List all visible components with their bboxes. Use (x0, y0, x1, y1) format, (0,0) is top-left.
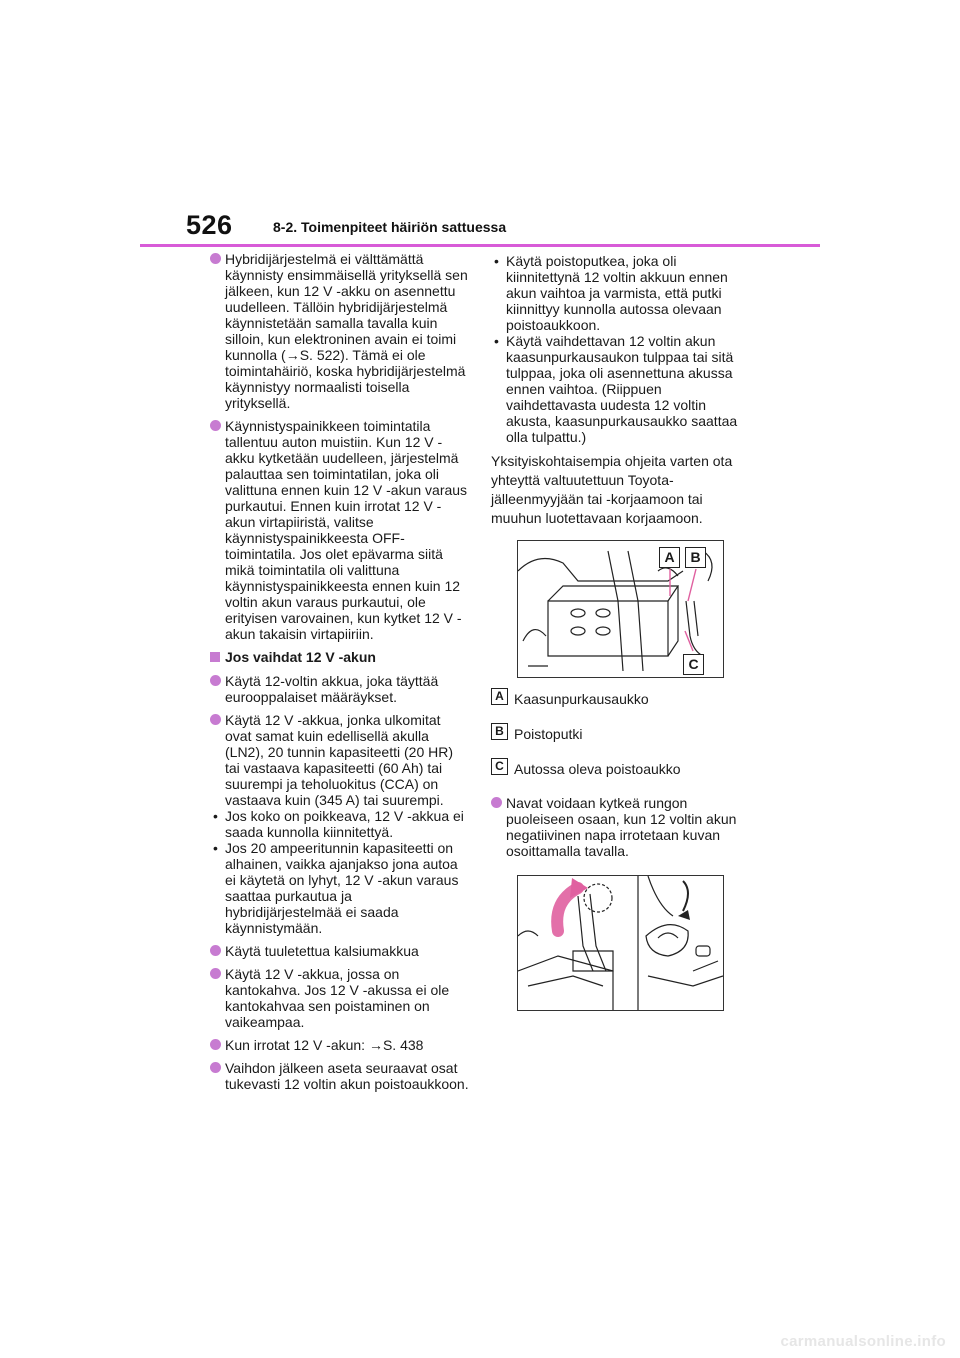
list-item (210, 418, 470, 642)
dot-icon: • (213, 840, 218, 856)
legend-tag: C (491, 758, 508, 775)
sub-item (210, 840, 470, 936)
bullet-icon (210, 714, 221, 725)
page-number: 526 (186, 210, 233, 240)
bullet-icon (210, 1039, 221, 1050)
list-item (210, 673, 470, 705)
terminal-figure (517, 875, 724, 1011)
sub-item (491, 253, 753, 333)
left-column (210, 251, 470, 1099)
list-item (210, 1037, 470, 1053)
bullet-icon (210, 675, 221, 686)
item-text: Hybridijärjestelmä ei välttämättä käynnisty ensimmäisellä yrityksellä sen jälkeen, kun 12 V -akku on asennettu uudelleen. Tällöin hybridijärjestelmä käynnistetään samalla tavalla kuin silloin, kun elektroninen avain ei toimi kunnolla (→S. 522). Tämä ei ole toimintahäiriö, koska hybridijärjestelmä käynnistyy normaalisti toisella yrityksellä. (225, 251, 468, 411)
list-item (210, 1060, 470, 1092)
legend-text: Autossa oleva poistoaukko (514, 761, 681, 777)
right-column (491, 253, 753, 1011)
legend-tag: B (491, 723, 508, 740)
list-item (210, 966, 470, 1030)
sub-item-text: Käytä poistoputkea, joka oli kiinnitettynä 12 voltin akkuun ennen akun vaihtoa ja varmista, että putki kiinnittyy kunnolla autossa olevaan poistoaukkoon. (506, 253, 728, 333)
list-item (210, 251, 470, 411)
label-c-tag: C (683, 654, 704, 675)
subsection-heading (210, 649, 470, 665)
bullet-icon (210, 968, 221, 979)
item-text: Käytä 12 V -akkua, jossa on kantokahva. Jos 12 V -akussa ei ole kantokahvaa sen poistaminen on vaikeampaa. (225, 966, 450, 1030)
section-title: 8-2. Toimenpiteet häiriön sattuessa (273, 219, 507, 235)
list-item (210, 943, 470, 959)
dot-icon: • (494, 253, 499, 269)
item-text: Käytä 12 V -akkua, jonka ulkomitat ovat samat kuin edellisellä akulla (LN2), 20 tunnin kapasiteetti (20 HR) tai vastaava kapasiteetti (60 Ah) tai suurempi ja teholuokitus (CCA) on vastaava kuin (345 A) tai suurempi. (225, 712, 453, 808)
dot-icon: • (494, 333, 499, 349)
bullet-icon (491, 797, 502, 808)
legend-item-a (491, 690, 753, 708)
item-text: Käytä tuuletettua kalsiumakkua (225, 943, 419, 959)
header-rule (140, 244, 820, 247)
legend-text: Kaasunpurkausaukko (514, 691, 649, 707)
legend-item-b (491, 725, 753, 743)
square-bullet-icon (210, 652, 220, 662)
bullet-icon (210, 253, 221, 264)
item-text: Vaihdon jälkeen aseta seuraavat osat tukevasti 12 voltin akun poistoaukkoon. (225, 1060, 469, 1092)
terminal-illustration (518, 876, 723, 1010)
heading-text: Jos vaihdat 12 V -akun (225, 649, 376, 665)
sub-item (491, 333, 753, 445)
label-a-tag: A (659, 547, 680, 568)
legend-item-c (491, 760, 753, 778)
legend-text: Poistoputki (514, 726, 583, 742)
legend-tag: A (491, 688, 508, 705)
sub-item-text: Jos 20 ampeeritunnin kapasiteetti on alhainen, vaikka ajanjakso jona autoa ei käytetä on lyhyt, 12 V -akun varaus saattaa purkautua ja hybridijärjestelmää ei saada käynnistymään. (225, 840, 459, 936)
item-text: Kun irrotat 12 V -akun: →S. 438 (225, 1037, 424, 1053)
label-b-tag: B (685, 547, 706, 568)
bullet-icon (210, 945, 221, 956)
item-text: Käytä 12-voltin akkua, joka täyttää eurooppalaiset määräykset. (225, 673, 439, 705)
contact-paragraph: Yksityiskohtaisempia ohjeita varten ota yhteyttä valtuutettuun Toyota-jälleenmyyjään tai -korjaamoon tai muuhun luotettavaan korjaamoon. (491, 453, 733, 526)
sub-item-text: Jos koko on poikkeava, 12 V -akkua ei saada kunnolla kiinnitettyä. (225, 808, 464, 840)
item-text: Käynnistyspainikkeen toimintatila tallentuu auton muistiin. Kun 12 V -akku kytketään uudelleen, järjestelmä palauttaa sen toimintatilan, joka oli valittuna ennen kuin 12 V -akun varaus purkautui. Ennen kuin irrotat 12 V -akun virtapiiristä, valitse käynnistyspainikkeesta OFF-toimintatila. Jos olet epävarma siitä mikä toimintatila oli valittuna käynnistyspainikkeesta ennen kuin 12 voltin akun varaus purkautui, ole erityisen varovainen, kun kytket 12 V -akun takaisin virtapiiriin. (225, 418, 468, 642)
bullet-icon (210, 420, 221, 431)
item-text: Navat voidaan kytkeä rungon puoleiseen osaan, kun 12 voltin akun negatiivinen napa irrotetaan kuvan osoittamalla tavalla. (506, 795, 737, 859)
dot-icon: • (213, 808, 218, 824)
list-item (491, 795, 753, 859)
footer-watermark: carmanualsonline.info (780, 1333, 946, 1350)
sub-item-text: Käytä vaihdettavan 12 voltin akun kaasunpurkausaukon tulppaa tai sitä tulppaa, joka oli asennettuna akussa ennen vaihtoa. (Riippuen vaihdettavasta uudesta 12 voltin akusta, kaasunpurkausaukko saattaa olla tulpattu.) (506, 333, 738, 445)
battery-vent-figure (517, 540, 724, 678)
bullet-icon (210, 1062, 221, 1073)
list-item (210, 712, 470, 936)
sub-item (210, 808, 470, 840)
